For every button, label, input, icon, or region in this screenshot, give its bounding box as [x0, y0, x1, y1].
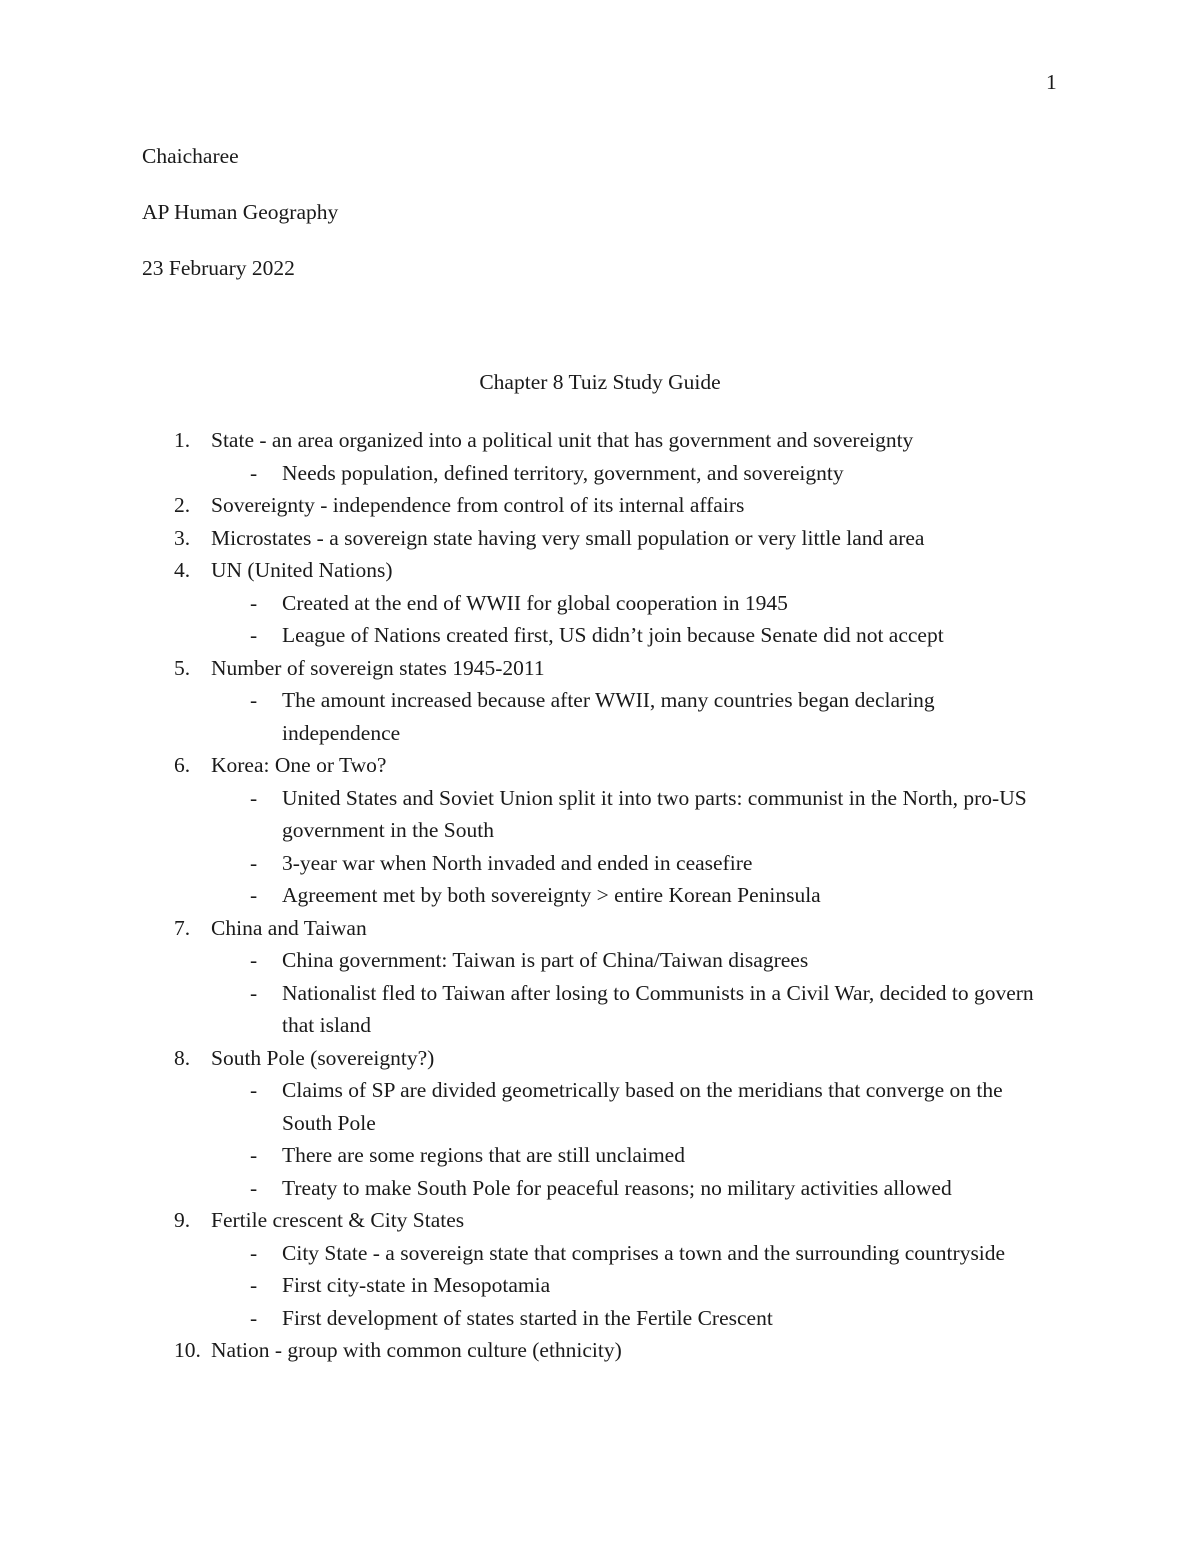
sub-list-item: [0, 977, 1200, 1042]
bullet-dash: -: [250, 1273, 258, 1297]
study-guide-list: [0, 424, 1200, 1367]
author-name: Chaicharee: [142, 144, 239, 168]
sub-list-item: [0, 1269, 1200, 1302]
sub-list-item: [0, 782, 1200, 847]
list-item-text: UN (United Nations): [211, 558, 393, 582]
sub-list-item: [0, 619, 1200, 652]
list-item-number: 1.: [174, 428, 191, 452]
bullet-dash: -: [250, 1175, 258, 1200]
sub-list-item: [0, 879, 1200, 912]
list-item: [0, 652, 1200, 685]
list-item-text: State - an area organized into a political unit that has government and sovereignty: [211, 428, 914, 452]
sub-list-item-text: Claims of SP are divided geometrically based on the meridians that converge on the South Pole: [282, 1078, 1003, 1135]
list-item-text: Nation - group with common culture (ethnicity): [211, 1338, 622, 1362]
bullet-dash: -: [250, 785, 258, 810]
list-item-number: 2.: [174, 493, 191, 517]
bullet-dash: -: [250, 980, 258, 1005]
document-date: 23 February 2022: [142, 256, 295, 280]
bullet-dash: -: [250, 948, 258, 972]
list-item: [0, 424, 1200, 457]
sub-list-item: [0, 1172, 1200, 1205]
sub-list-item-text: United States and Soviet Union split it into two parts: communist in the North, pro-US government in the South: [282, 785, 1027, 842]
bullet-dash: -: [250, 1143, 258, 1167]
document-title: Chapter 8 Tuiz Study Guide: [479, 370, 721, 394]
heading-block: [142, 142, 338, 310]
list-item-text: Number of sovereign states 1945-2011: [211, 655, 545, 680]
sub-list-item: [0, 684, 1200, 749]
sub-list-item: [0, 1237, 1200, 1270]
list-item-number: 9.: [174, 1208, 191, 1232]
list-item-text: Sovereignty - independence from control of its internal affairs: [211, 493, 745, 517]
list-item-number: 5.: [174, 655, 191, 680]
bullet-dash: -: [250, 1078, 258, 1102]
list-item-text: China and Taiwan: [211, 915, 367, 940]
bullet-dash: -: [250, 850, 258, 875]
bullet-dash: -: [250, 460, 258, 485]
list-item: [0, 749, 1200, 782]
bullet-dash: -: [250, 688, 258, 712]
sub-list-item-text: China government: Taiwan is part of China/Taiwan disagrees: [282, 948, 809, 972]
sub-list-item: [0, 847, 1200, 880]
list-item-text: Fertile crescent & City States: [211, 1208, 465, 1232]
sub-list-item-text: Needs population, defined territory, government, and sovereignty: [282, 460, 844, 485]
sub-list-item: [0, 1302, 1200, 1335]
list-item-number: 3.: [174, 525, 191, 550]
sub-list-item-text: Treaty to make South Pole for peaceful reasons; no military activities allowed: [282, 1175, 952, 1200]
sub-list-item-text: The amount increased because after WWII, many countries began declaring independence: [282, 688, 935, 745]
sub-list-item: [0, 587, 1200, 620]
sub-list-item-text: Nationalist fled to Taiwan after losing to Communists in a Civil War, decided to govern that island: [282, 980, 1034, 1037]
list-item: [0, 554, 1200, 587]
page-number: 1: [1046, 70, 1057, 94]
sub-list-item-text: First city-state in Mesopotamia: [282, 1273, 551, 1297]
bullet-dash: -: [250, 1240, 258, 1265]
list-item-number: 8.: [174, 1045, 191, 1070]
bullet-dash: -: [250, 883, 258, 907]
list-item-text: Korea: One or Two?: [211, 753, 387, 777]
list-item-number: 10.: [174, 1338, 201, 1362]
list-item-number: 6.: [174, 753, 191, 777]
list-item: [0, 1042, 1200, 1075]
bullet-dash: -: [250, 623, 258, 647]
list-item-text: South Pole (sovereignty?): [211, 1045, 435, 1070]
list-item: [0, 912, 1200, 945]
list-item-number: 4.: [174, 558, 191, 582]
sub-list-item-text: City State - a sovereign state that comprises a town and the surrounding countryside: [282, 1240, 1006, 1265]
bullet-dash: -: [250, 590, 258, 615]
sub-list-item: [0, 457, 1200, 490]
sub-list-item: [0, 944, 1200, 977]
list-item: [0, 489, 1200, 522]
bullet-dash: -: [250, 1305, 258, 1330]
list-item: [0, 1204, 1200, 1237]
sub-list-item-text: 3-year war when North invaded and ended in ceasefire: [282, 850, 753, 875]
course-name: AP Human Geography: [142, 200, 339, 224]
sub-list-item-text: League of Nations created first, US didn’t join because Senate did not accept: [282, 623, 944, 647]
sub-list-item: [0, 1139, 1200, 1172]
list-item: [0, 522, 1200, 555]
list-item-number: 7.: [174, 915, 191, 940]
sub-list-item-text: There are some regions that are still unclaimed: [282, 1143, 685, 1167]
sub-list-item-text: First development of states started in the Fertile Crescent: [282, 1305, 773, 1330]
list-item-text: Microstates - a sovereign state having very small population or very little land area: [211, 525, 925, 550]
sub-list-item-text: Agreement met by both sovereignty > entire Korean Peninsula: [282, 883, 821, 907]
list-item: [0, 1334, 1200, 1367]
sub-list-item: [0, 1074, 1200, 1139]
sub-list-item-text: Created at the end of WWII for global cooperation in 1945: [282, 590, 788, 615]
